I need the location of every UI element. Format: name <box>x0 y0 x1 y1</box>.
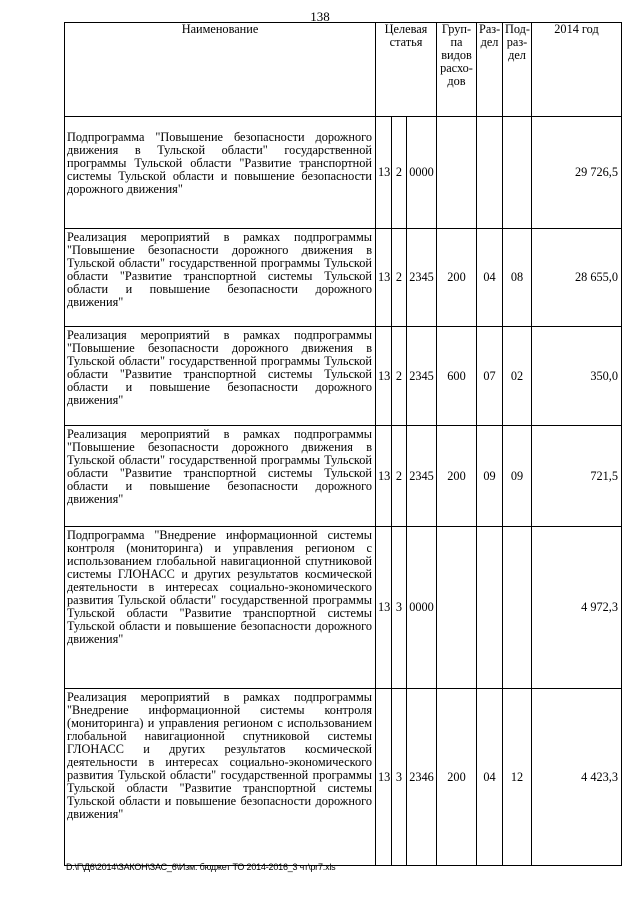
row-name-text: Реализация мероприятий в рамках подпрограммы "Повышение безопасности дорожного движения в Тульской области" государственной программы Тульской области "Развитие транспортной системы Тульской области и повышение безопасности дорожного движения" <box>67 328 372 407</box>
row-amount: 350,0 <box>532 327 622 426</box>
row-section: 09 <box>477 426 503 527</box>
row-subsection: 12 <box>503 689 532 866</box>
row-name <box>65 117 376 229</box>
row-section <box>477 527 503 689</box>
row-amount: 4 972,3 <box>532 527 622 689</box>
row-subsection: 09 <box>503 426 532 527</box>
row-name-text: Подпрограмма "Внедрение информационной системы контроля (мониторинга) и управления регионом с использованием глобальной навигационной спутниковой системы ГЛОНАСС и других результатов космической деятельности в интересах социально-экономического развития Тульской области" государственной программы Тульской области "Развитие транспортной системы Тульской области и повышение безопасности дорожного движения" <box>67 528 372 646</box>
row-name <box>65 426 376 527</box>
row-subsection: 02 <box>503 327 532 426</box>
row-name-text: Подпрограмма "Повышение безопасности дорожного движения в Тульской области" государственной программы Тульской области "Развитие транспортной системы Тульской области и повышение безопасности дорожного движения" <box>67 130 372 196</box>
row-expense-group: 200 <box>437 229 477 327</box>
row-subsection: 08 <box>503 229 532 327</box>
row-target-2: 2 <box>392 426 407 527</box>
row-name <box>65 229 376 327</box>
row-target-3: 0000 <box>407 527 437 689</box>
row-target-1: 13 <box>376 527 392 689</box>
row-section: 04 <box>477 229 503 327</box>
row-section: 04 <box>477 689 503 866</box>
row-target-1: 13 <box>376 117 392 229</box>
row-section <box>477 117 503 229</box>
row-target-2: 2 <box>392 229 407 327</box>
row-name-text: Реализация мероприятий в рамках подпрограммы "Повышение безопасности дорожного движения в Тульской области" государственной программы Тульской области "Развитие транспортной системы Тульской области и повышение безопасности дорожного движения" <box>67 427 372 506</box>
row-target-1: 13 <box>376 689 392 866</box>
row-section: 07 <box>477 327 503 426</box>
row-target-3: 2345 <box>407 426 437 527</box>
row-expense-group: 200 <box>437 689 477 866</box>
budget-table <box>64 22 622 866</box>
row-target-3: 2345 <box>407 327 437 426</box>
row-target-3: 2346 <box>407 689 437 866</box>
row-expense-group: 600 <box>437 327 477 426</box>
table-row <box>65 426 622 527</box>
row-target-2: 2 <box>392 117 407 229</box>
header-year: 2014 год <box>532 23 622 117</box>
row-amount: 721,5 <box>532 426 622 527</box>
row-amount: 4 423,3 <box>532 689 622 866</box>
row-target-2: 3 <box>392 527 407 689</box>
row-amount: 29 726,5 <box>532 117 622 229</box>
header-row <box>65 23 622 117</box>
row-name <box>65 527 376 689</box>
table-row <box>65 117 622 229</box>
row-expense-group: 200 <box>437 426 477 527</box>
row-target-2: 2 <box>392 327 407 426</box>
row-subsection <box>503 117 532 229</box>
table-row <box>65 689 622 866</box>
page-number: 138 <box>310 9 330 24</box>
row-name-text: Реализация мероприятий в рамках подпрограммы "Повышение безопасности дорожного движения в Тульской области" государственной программы Тульской области "Развитие транспортной системы Тульской области и повышение безопасности дорожного движения" <box>67 230 372 309</box>
row-target-1: 13 <box>376 327 392 426</box>
header-subsection: Под-раз-дел <box>503 23 532 117</box>
row-target-1: 13 <box>376 229 392 327</box>
row-expense-group <box>437 117 477 229</box>
header-expense-group: Груп-па видов расхо-дов <box>437 23 477 117</box>
row-target-1: 13 <box>376 426 392 527</box>
row-target-3: 2345 <box>407 229 437 327</box>
row-subsection <box>503 527 532 689</box>
table-row <box>65 229 622 327</box>
row-name <box>65 327 376 426</box>
file-path-footer: D:\Г\Д6\2014\ЗАКОН\ЗАС_6\Изм. бюджет ТО 2014-2016_3 чт\pr7.xls <box>66 862 336 872</box>
row-name-text: Реализация мероприятий в рамках подпрограммы "Внедрение информационной системы контроля (мониторинга) и управления регионом с использованием глобальной навигационной спутниковой системы ГЛОНАСС и других результатов космической деятельности в интересах социально-экономического развития Тульской области" государственной программы Тульской области "Развитие транспортной системы Тульской области и повышение безопасности дорожного движения" <box>67 690 372 821</box>
table-row <box>65 527 622 689</box>
row-target-3: 0000 <box>407 117 437 229</box>
row-expense-group <box>437 527 477 689</box>
row-amount: 28 655,0 <box>532 229 622 327</box>
row-target-2: 3 <box>392 689 407 866</box>
header-section: Раз-дел <box>477 23 503 117</box>
table-row <box>65 327 622 426</box>
row-name <box>65 689 376 866</box>
header-name: Наименование <box>65 23 376 117</box>
header-target-article: Целевая статья <box>376 23 437 117</box>
